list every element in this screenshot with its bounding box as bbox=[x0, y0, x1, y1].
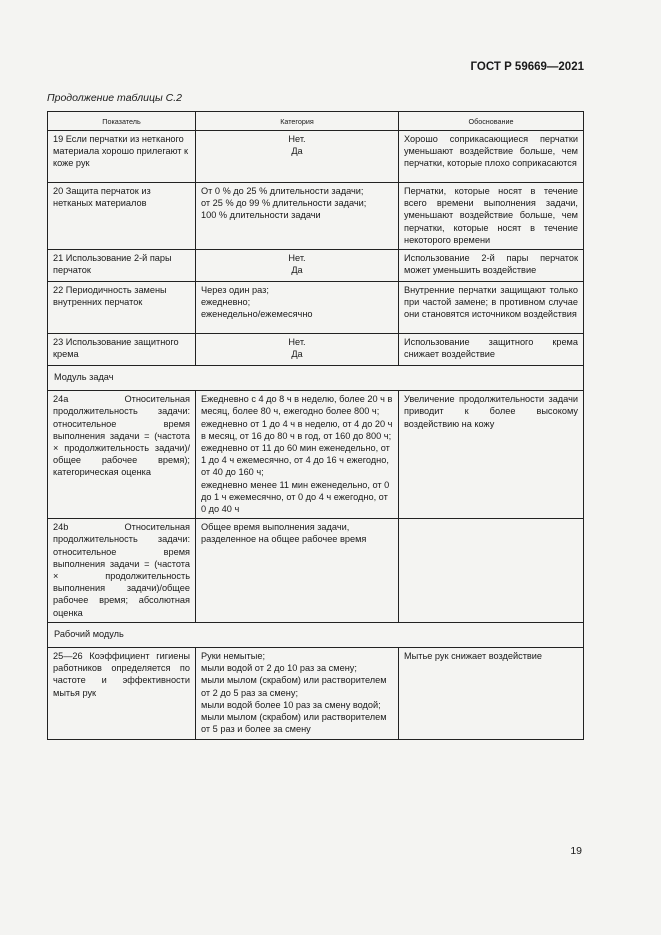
rationale-cell bbox=[399, 519, 584, 623]
table-row bbox=[48, 131, 584, 183]
rationale-cell: Внутренние перчатки защищают только при частой замене; в противном случае они становятся источником воздействия bbox=[399, 282, 584, 334]
indicator-cell: 25—26 Коэффициент гигиены работников определяется по частоте и эффективности мытья рук bbox=[48, 648, 196, 739]
indicator-table bbox=[47, 111, 584, 740]
indicator-cell: 20 Защита перчаток из нетканых материалов bbox=[48, 183, 196, 250]
indicator-cell: 23 Использование защитного крема bbox=[48, 334, 196, 366]
indicator-cell: 19 Если перчатки из нетканого материала хорошо прилегают к коже рук bbox=[48, 131, 196, 183]
table-row bbox=[48, 282, 584, 334]
section-row-work bbox=[48, 622, 584, 647]
rationale-cell: Перчатки, которые носят в течение всего времени выполнения задачи, уменьшают воздействие больше, чем перчатки, которые носят в течение некоторого времени bbox=[399, 183, 584, 250]
table-row bbox=[48, 250, 584, 282]
page-number: 19 bbox=[570, 845, 582, 857]
category-cell: Нет. Да bbox=[196, 250, 399, 282]
category-cell: Ежедневно с 4 до 8 ч в неделю, более 20 ч в месяц, более 80 ч, ежегодно более 800 ч; ежедневно от 1 до 4 ч в неделю, от 4 до 20 ч в месяц, от 16 до 80 ч в год, от 160 до 800 ч; ежедневно от 11 до 60 мин еженедельно, от 1 до 4 ч ежемесячно, от 4 до 16 ч ежегодно, от 40 до 160 ч; ежедневно менее 11 мин еженедельно, от 0 до 1 ч ежемесячно, от 0 до 4 ч ежегодно, от 0 до 40 ч bbox=[196, 391, 399, 519]
table-row bbox=[48, 334, 584, 366]
table-row bbox=[48, 391, 584, 519]
indicator-cell: 24а Относительная продолжительность задачи: относительное время выполнения задачи = (частота × продолжительность задачи)/общее рабочее время); категорическая оценка bbox=[48, 391, 196, 519]
table-continuation-title: Продолжение таблицы С.2 bbox=[47, 92, 182, 104]
indicator-cell: 22 Периодичность замены внутренних перчаток bbox=[48, 282, 196, 334]
standard-id: ГОСТ Р 59669—2021 bbox=[470, 61, 584, 73]
section-title-task: Модуль задач bbox=[48, 366, 584, 391]
category-cell: Руки немытые; мыли водой от 2 до 10 раз за смену; мыли мылом (скрабом) или растворителем от 2 до 5 раз за смену; мыли водой более 10 раз за смену водой; мыли мылом (скрабом) или растворителем от 5 раз и более за смену bbox=[196, 648, 399, 739]
indicator-cell: 21 Использование 2-й пары перчаток bbox=[48, 250, 196, 282]
col-header-rationale: Обоснование bbox=[399, 112, 584, 131]
table-header-row bbox=[48, 112, 584, 131]
rationale-cell: Хорошо соприкасающиеся перчатки уменьшают воздействие больше, чем перчатки, которые плохо соприкасаются bbox=[399, 131, 584, 183]
rationale-cell: Увеличение продолжительности задачи приводит к более высокому воздействию на кожу bbox=[399, 391, 584, 519]
category-cell: Через один раз; ежедневно; еженедельно/ежемесячно bbox=[196, 282, 399, 334]
col-header-indicator: Показатель bbox=[48, 112, 196, 131]
rationale-cell: Мытье рук снижает воздействие bbox=[399, 648, 584, 739]
rationale-cell: Использование защитного крема снижает воздействие bbox=[399, 334, 584, 366]
category-cell: Нет. Да bbox=[196, 334, 399, 366]
table-row bbox=[48, 519, 584, 623]
category-cell: Нет. Да bbox=[196, 131, 399, 183]
table-row bbox=[48, 648, 584, 739]
category-cell: Общее время выполнения задачи, разделенное на общее рабочее время bbox=[196, 519, 399, 623]
rationale-cell: Использование 2-й пары перчаток может уменьшить воздействие bbox=[399, 250, 584, 282]
section-row-task bbox=[48, 366, 584, 391]
table-row bbox=[48, 183, 584, 250]
category-cell: От 0 % до 25 % длительности задачи; от 25 % до 99 % длительности задачи; 100 % длительности задачи bbox=[196, 183, 399, 250]
section-title-work: Рабочий модуль bbox=[48, 622, 584, 647]
indicator-cell: 24b Относительная продолжительность задачи: относительное время выполнения задачи = (частота × продолжительность выполнения задачи)/общее рабочее время; абсолютная оценка bbox=[48, 519, 196, 623]
col-header-category: Категория bbox=[196, 112, 399, 131]
